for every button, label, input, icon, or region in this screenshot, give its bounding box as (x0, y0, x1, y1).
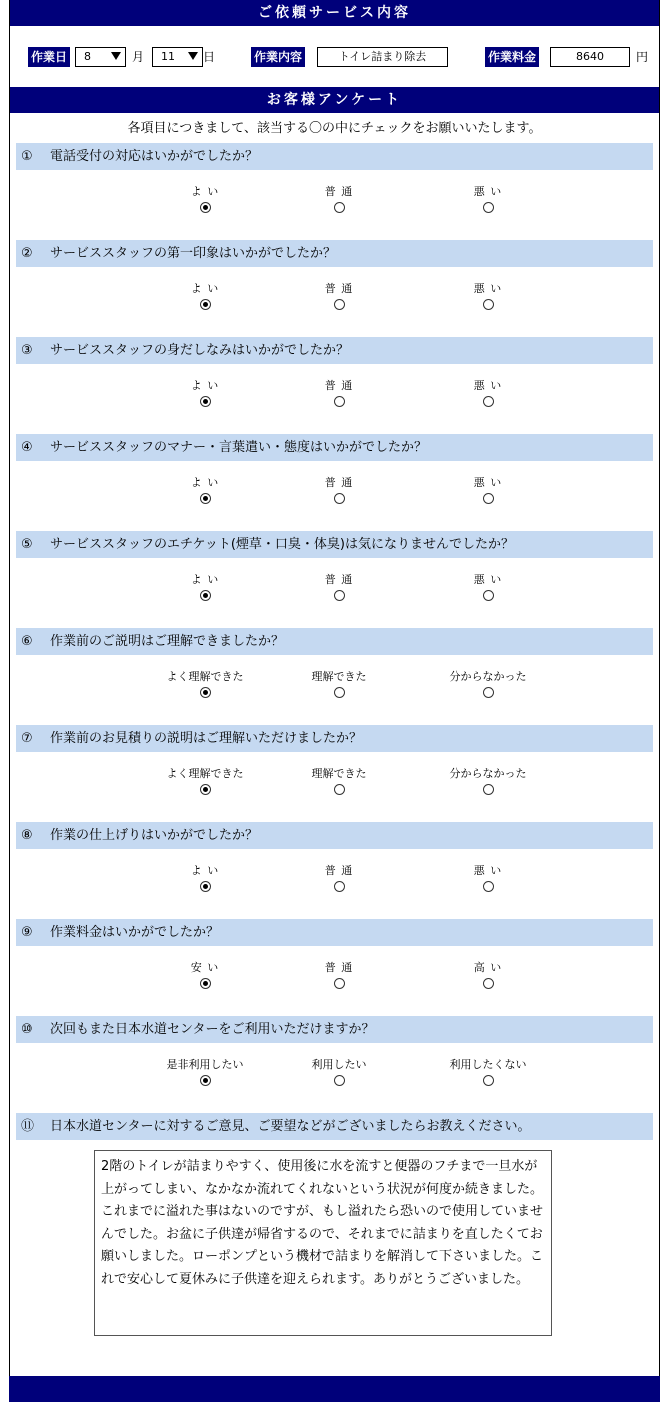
work-date-label: 作業日 (28, 47, 70, 67)
radio-unchecked[interactable] (483, 202, 494, 213)
answer-option[interactable] (428, 573, 548, 601)
answer-option[interactable] (279, 1058, 399, 1086)
radio-checked[interactable] (200, 1075, 211, 1086)
option-label: 普 通 (324, 379, 354, 392)
option-label: 悪 い (473, 282, 503, 295)
answer-option[interactable] (428, 864, 548, 892)
question-number: ⑦ (21, 731, 33, 746)
answer-option[interactable] (428, 767, 548, 795)
option-label: 悪 い (473, 476, 503, 489)
radio-unchecked[interactable] (483, 784, 494, 795)
option-label: 高 い (473, 961, 503, 974)
question-header (16, 1016, 653, 1043)
question-9 (16, 919, 653, 1016)
radio-unchecked[interactable] (334, 299, 345, 310)
survey-form (9, 0, 660, 1402)
radio-unchecked[interactable] (483, 493, 494, 504)
option-label: 普 通 (324, 864, 354, 877)
answer-option[interactable] (279, 379, 399, 407)
question-number: ⑧ (21, 828, 33, 843)
question-header (16, 434, 653, 461)
radio-unchecked[interactable] (483, 590, 494, 601)
answer-option[interactable] (428, 282, 548, 310)
work-fee-field[interactable]: 8640 (550, 47, 630, 67)
option-label: 安 い (190, 961, 220, 974)
radio-unchecked[interactable] (334, 978, 345, 989)
question-text: 作業の仕上げりはいかがでしたか？ (50, 828, 259, 843)
question-number: ⑨ (21, 925, 33, 940)
answer-option[interactable] (279, 961, 399, 989)
answer-option[interactable] (428, 961, 548, 989)
chevron-down-icon (188, 52, 198, 60)
radio-unchecked[interactable] (334, 1075, 345, 1086)
radio-checked[interactable] (200, 784, 211, 795)
work-details-row (10, 26, 659, 87)
option-label: 普 通 (324, 282, 354, 295)
question-text: 日本水道センターに対するご意見、ご要望などがございましたらお教えください。 (50, 1119, 531, 1134)
answer-option[interactable] (279, 476, 399, 504)
answer-option[interactable] (145, 864, 265, 892)
radio-unchecked[interactable] (334, 590, 345, 601)
radio-unchecked[interactable] (483, 396, 494, 407)
radio-checked[interactable] (200, 299, 211, 310)
answer-option[interactable] (428, 379, 548, 407)
answer-options (16, 364, 653, 434)
day-select[interactable] (152, 47, 203, 67)
question-header (16, 725, 653, 752)
work-content-field[interactable]: トイレ詰まり除去 (317, 47, 448, 67)
answer-option[interactable] (145, 573, 265, 601)
radio-checked[interactable] (200, 396, 211, 407)
answer-options (16, 849, 653, 919)
question-header (16, 919, 653, 946)
option-label: 普 通 (324, 476, 354, 489)
question-header (16, 337, 653, 364)
option-label: よ い (190, 282, 220, 295)
question-header (16, 628, 653, 655)
question-number: ⑩ (21, 1022, 33, 1037)
answer-options (16, 558, 653, 628)
option-label: 是非利用したい (166, 1058, 244, 1071)
answer-option[interactable] (428, 1058, 548, 1086)
option-label: よく理解できた (166, 767, 244, 780)
question-text: サービススタッフの身だしなみはいかがでしたか？ (50, 343, 350, 358)
question-number: ⑪ (21, 1119, 35, 1134)
option-label: 悪 い (473, 379, 503, 392)
option-label: 普 通 (324, 185, 354, 198)
radio-unchecked[interactable] (334, 202, 345, 213)
radio-checked[interactable] (200, 590, 211, 601)
option-label: 利用したい (311, 1058, 367, 1071)
answer-options (16, 461, 653, 531)
radio-unchecked[interactable] (483, 1075, 494, 1086)
answer-option[interactable] (145, 379, 265, 407)
option-label: 分からなかった (449, 767, 527, 780)
question-header (16, 240, 653, 267)
radio-unchecked[interactable] (334, 784, 345, 795)
answer-option[interactable] (279, 185, 399, 213)
question-number: ① (21, 149, 33, 164)
question-7 (16, 725, 653, 822)
question-1 (16, 143, 653, 240)
option-label: 理解できた (311, 670, 367, 683)
radio-checked[interactable] (200, 493, 211, 504)
question-number: ② (21, 246, 33, 261)
option-label: 利用したくない (449, 1058, 527, 1071)
answer-option[interactable] (145, 961, 265, 989)
question-list (10, 143, 659, 1113)
option-label: よ い (190, 379, 220, 392)
radio-unchecked[interactable] (483, 299, 494, 310)
question-text: 次回もまた日本水道センターをご利用いただけますか？ (50, 1022, 375, 1037)
fee-unit: 円 (636, 50, 649, 64)
radio-unchecked[interactable] (334, 687, 345, 698)
radio-checked[interactable] (200, 881, 211, 892)
question-number: ⑤ (21, 537, 33, 552)
question-4 (16, 434, 653, 531)
answer-options (16, 267, 653, 337)
radio-checked[interactable] (200, 202, 211, 213)
question-text: サービススタッフの第一印象はいかがでしたか？ (50, 246, 337, 261)
question-text: サービススタッフのエチケット(煙草・口臭・体臭)は気になりませんでしたか？ (50, 537, 514, 552)
question-text: サービススタッフのマナー・言葉遣い・態度はいかがでしたか？ (50, 440, 428, 455)
option-label: よ い (190, 476, 220, 489)
question-6 (16, 628, 653, 725)
chevron-down-icon (111, 52, 121, 60)
day-value: 11 (161, 50, 175, 63)
survey-header: お客様アンケート (10, 87, 659, 113)
radio-unchecked[interactable] (334, 881, 345, 892)
answer-option[interactable] (145, 767, 265, 795)
question-2 (16, 240, 653, 337)
question-text: 作業料金はいかがでしたか？ (50, 925, 220, 940)
radio-checked[interactable] (200, 978, 211, 989)
answer-option[interactable] (145, 185, 265, 213)
question-5 (16, 531, 653, 628)
footer-bar (9, 1376, 660, 1402)
option-label: よ い (190, 185, 220, 198)
answer-option[interactable] (145, 1058, 265, 1086)
answer-option[interactable] (145, 476, 265, 504)
comment-textarea[interactable]: 2階のトイレが詰まりやすく、使用後に水を流すと便器のフチまで一旦水が上がってしまい、なかなか流れてくれないという状況が何度か続きました。これまでに溢れた事はないのですが、もし溢れたら恐いので使用していませんでした。お盆に子供達が帰省するので、それまでに詰まりを直したくてお願いしました。ローポンプという機材で詰まりを解消して下さいました。これで安心して夏休みに子供達を迎えられます。ありがとうございました。 (94, 1150, 552, 1336)
question-number: ③ (21, 343, 33, 358)
question-header (16, 143, 653, 170)
service-header: ご依頼サービス内容 (10, 0, 659, 26)
option-label: 分からなかった (449, 670, 527, 683)
question-number: ⑥ (21, 634, 33, 649)
option-label: よく理解できた (166, 670, 244, 683)
answer-option[interactable] (279, 864, 399, 892)
radio-unchecked[interactable] (483, 881, 494, 892)
option-label: 理解できた (311, 767, 367, 780)
option-label: 悪 い (473, 185, 503, 198)
day-unit: 日 (203, 50, 216, 64)
answer-options (16, 752, 653, 822)
answer-option[interactable] (428, 476, 548, 504)
work-fee-label: 作業料金 (485, 47, 539, 67)
radio-unchecked[interactable] (483, 687, 494, 698)
answer-option[interactable] (145, 670, 265, 698)
answer-options (16, 946, 653, 1016)
option-label: よ い (190, 864, 220, 877)
answer-option[interactable] (428, 185, 548, 213)
work-content-label: 作業内容 (251, 47, 305, 67)
answer-option[interactable] (279, 767, 399, 795)
question-header (16, 531, 653, 558)
radio-unchecked[interactable] (483, 978, 494, 989)
month-unit: 月 (132, 50, 145, 64)
radio-checked[interactable] (200, 687, 211, 698)
month-select[interactable] (75, 47, 126, 67)
option-label: 普 通 (324, 961, 354, 974)
survey-intro: 各項目につきまして、該当する〇の中にチェックをお願いいたします。 (127, 121, 542, 136)
question-10 (16, 1016, 653, 1113)
question-text: 作業前のお見積りの説明はご理解いただけましたか？ (50, 731, 363, 746)
answer-option[interactable] (279, 282, 399, 310)
answer-option[interactable] (279, 670, 399, 698)
month-value: 8 (84, 50, 91, 63)
radio-unchecked[interactable] (334, 396, 345, 407)
answer-option[interactable] (279, 573, 399, 601)
option-label: 悪 い (473, 864, 503, 877)
answer-option[interactable] (145, 282, 265, 310)
question-number: ④ (21, 440, 33, 455)
question-header (16, 822, 653, 849)
answer-options (16, 1043, 653, 1113)
option-label: 普 通 (324, 573, 354, 586)
answer-options (16, 655, 653, 725)
question-11 (16, 1113, 653, 1336)
option-label: 悪 い (473, 573, 503, 586)
question-8 (16, 822, 653, 919)
radio-unchecked[interactable] (334, 493, 345, 504)
answer-options (16, 170, 653, 240)
question-text: 作業前のご説明はご理解できましたか？ (50, 634, 285, 649)
answer-option[interactable] (428, 670, 548, 698)
option-label: よ い (190, 573, 220, 586)
question-3 (16, 337, 653, 434)
question-text: 電話受付の対応はいかがでしたか？ (50, 149, 259, 164)
question-header (16, 1113, 653, 1140)
